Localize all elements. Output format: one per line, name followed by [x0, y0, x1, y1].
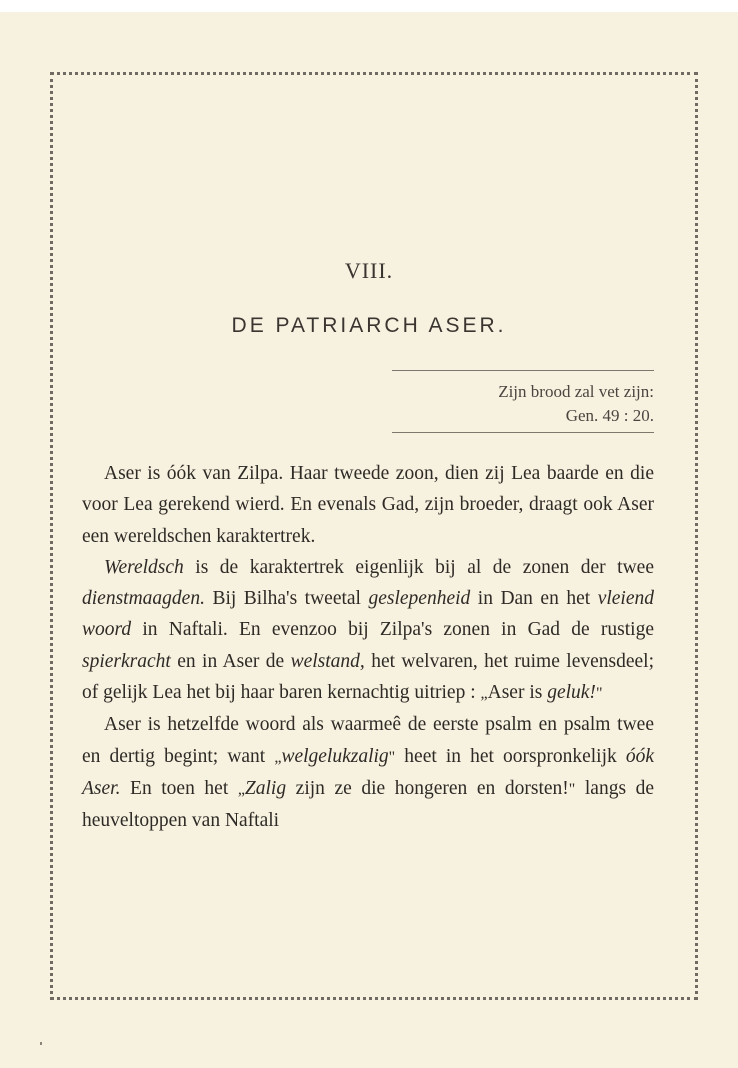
quote-mark-close: " — [568, 780, 576, 798]
emphasis: geslepenheid — [368, 588, 471, 610]
paragraph-2 — [82, 552, 654, 709]
motto — [498, 380, 654, 428]
text-run: Aser is hetzelfde woord als waarmeê de eerste psalm en psalm twee en dertig begint; want — [82, 714, 654, 767]
text-run: Aser is — [487, 682, 548, 704]
emphasis: Aser. — [82, 777, 121, 799]
quote-mark-open: „ — [480, 685, 488, 703]
text-run: en in Aser de — [170, 650, 291, 672]
motto-rule-top — [392, 370, 654, 371]
paragraph-3 — [82, 709, 654, 836]
emphasis: vleiend woord — [82, 588, 654, 641]
text-run: in Naftali. En evenzoo bij Zilpa's zonen in Gad de rustige — [131, 619, 654, 641]
paragraph-1: Aser is óók van Zilpa. Haar tweede zoon, dien zij Lea baarde en die voor Lea gerekend wierd. En evenals Gad, zijn broeder, draagt ook Aser een wereldschen karaktertrek. — [82, 463, 654, 547]
emphasis: spierkracht — [82, 650, 171, 672]
emphasis: Zalig — [244, 777, 287, 799]
paper-speck — [40, 1042, 42, 1045]
emphasis: welgelukzalig — [281, 745, 389, 767]
text-run: Bij Bilha's tweetal — [204, 588, 369, 610]
text-run: langs de heuveltoppen van Naftali — [82, 777, 655, 832]
text-run: het welvaren, het ruime levensdeel; of gelijk Lea het bij haar baren kernachtig uitriep : — [82, 650, 654, 704]
text-run: heet in het oorspronkelijk — [395, 745, 626, 767]
motto-rule-bottom — [392, 432, 654, 433]
text-run: in Dan en het — [470, 588, 598, 610]
quote-mark-close: " — [595, 685, 603, 703]
quote-mark-open: „ — [237, 780, 245, 798]
motto-quote: Zijn brood zal vet zijn: — [498, 382, 654, 401]
emphasis: geluk! — [547, 682, 596, 704]
emphasis: óók — [625, 745, 655, 767]
text-run: En toen het — [120, 777, 238, 799]
emphasis: Wereldsch — [104, 556, 184, 578]
text-run: is de karaktertrek eigenlijk bij al de zonen der twee — [183, 556, 654, 578]
emphasis: dienstmaagden. — [82, 588, 205, 610]
text-run: zijn ze die hongeren en dorsten! — [286, 777, 569, 799]
chapter-title: DE PATRIARCH ASER. — [231, 314, 507, 337]
motto-reference: Gen. 49 : 20. — [565, 406, 654, 425]
chapter-number: VIII. — [344, 258, 394, 283]
quote-mark-open: „ — [274, 748, 282, 766]
emphasis: welstand, — [290, 650, 365, 672]
body-text — [82, 458, 654, 837]
quote-mark-close: " — [388, 748, 396, 766]
page-top-edge — [0, 0, 738, 12]
